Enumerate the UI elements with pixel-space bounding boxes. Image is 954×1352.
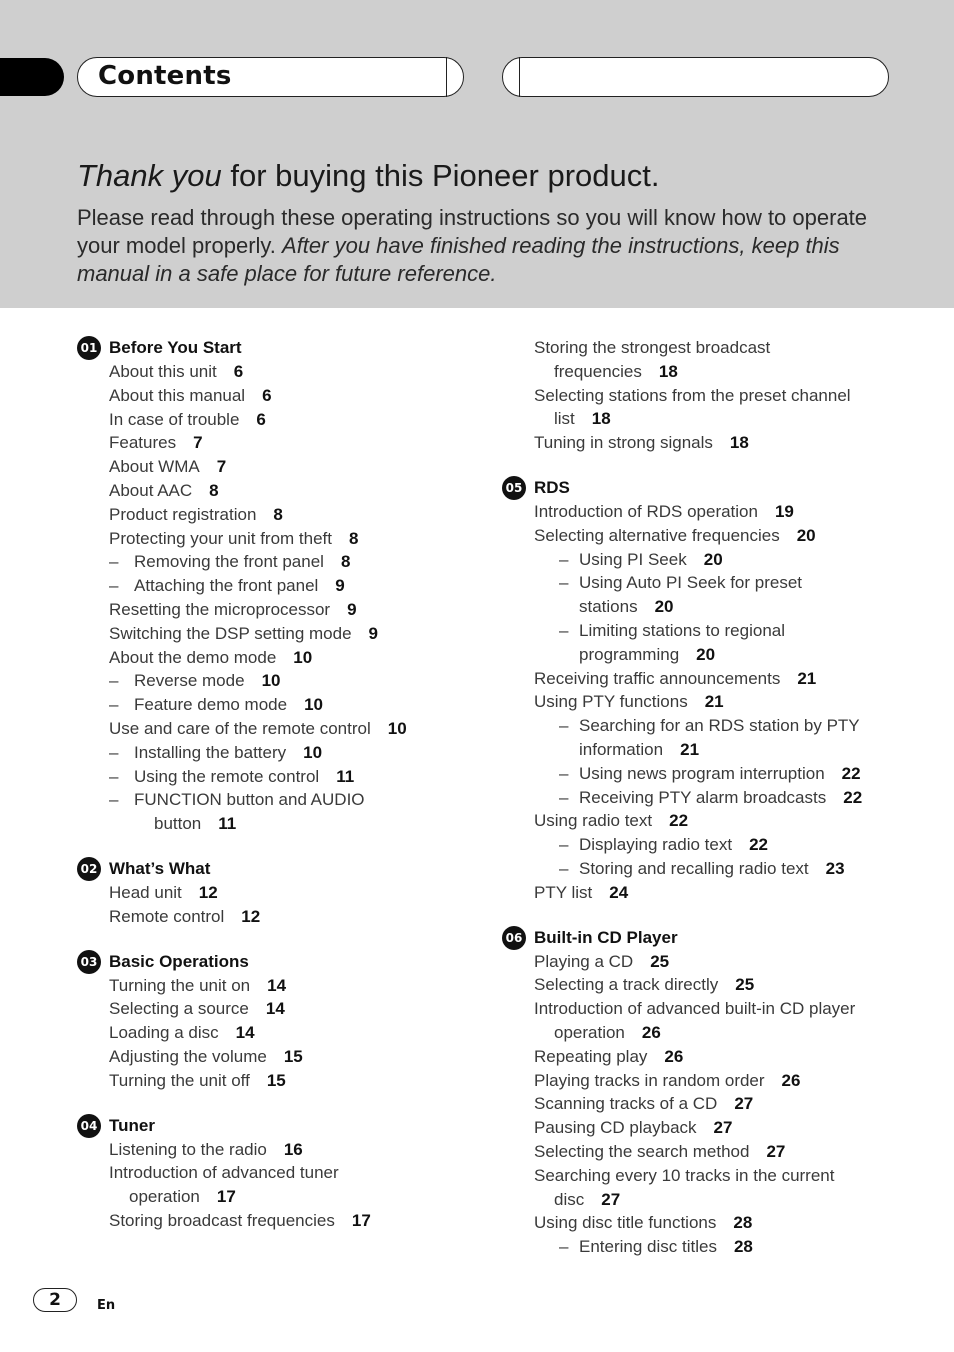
section-title[interactable]: Basic Operations xyxy=(109,951,249,971)
title-box-divider xyxy=(517,57,520,97)
toc-entry[interactable] xyxy=(502,524,922,548)
section-header xyxy=(502,476,922,500)
entry-title: Adjusting the volume xyxy=(109,1046,267,1066)
toc-entry[interactable] xyxy=(502,690,922,714)
toc-entry[interactable] xyxy=(502,1069,922,1093)
toc-entry[interactable] xyxy=(502,1092,922,1116)
entry-title: Using the remote control xyxy=(134,766,320,786)
entry-page: 9 xyxy=(335,576,345,596)
entry-title: Selecting the search method xyxy=(534,1141,750,1161)
toc-entry-continued[interactable] xyxy=(502,407,922,431)
toc-subentry[interactable] xyxy=(502,714,922,738)
entry-title: Receiving traffic announcements xyxy=(534,668,781,688)
entry-page: 17 xyxy=(351,1210,371,1230)
toc-entry[interactable] xyxy=(77,1209,477,1233)
toc-section-04-continued xyxy=(502,336,922,455)
entry-title: Attaching the front panel xyxy=(134,576,319,596)
entry-page: 14 xyxy=(267,975,287,995)
entry-title: Using Auto PI Seek for preset xyxy=(579,573,803,593)
entry-page: 28 xyxy=(733,1213,753,1233)
entry-page: 6 xyxy=(256,409,266,429)
toc-entry[interactable] xyxy=(502,997,922,1021)
entry-page: 6 xyxy=(233,362,244,381)
section-title[interactable]: RDS xyxy=(534,477,570,497)
entry-page: 10 xyxy=(304,695,324,715)
toc-entry[interactable] xyxy=(77,1069,477,1093)
toc-entry[interactable] xyxy=(77,717,477,741)
toc-subentry[interactable] xyxy=(502,762,922,786)
entry-title: Using radio text xyxy=(534,811,653,831)
entry-page: 22 xyxy=(841,763,861,783)
toc-entry-continued[interactable] xyxy=(502,1188,922,1212)
entry-title: operation xyxy=(129,1187,200,1207)
entry-title: Selecting a source xyxy=(109,999,249,1019)
entry-title: Searching for an RDS station by PTY xyxy=(579,716,860,736)
entry-page: 17 xyxy=(216,1187,236,1207)
entry-page: 26 xyxy=(781,1070,801,1090)
entry-title: Receiving PTY alarm broadcasts xyxy=(579,787,827,807)
entry-title: Storing the strongest broadcast xyxy=(534,338,771,357)
toc-entry[interactable] xyxy=(77,1138,477,1162)
toc-entry[interactable] xyxy=(77,1045,477,1069)
toc-entry[interactable] xyxy=(77,881,477,905)
entry-title: Installing the battery xyxy=(134,742,287,762)
toc-entry-continued[interactable] xyxy=(502,360,922,384)
entry-page: 28 xyxy=(733,1237,753,1257)
toc-entry[interactable] xyxy=(502,500,922,524)
entry-page: 24 xyxy=(609,882,629,902)
entry-title: Features xyxy=(109,433,177,453)
section-title[interactable]: What’s What xyxy=(109,858,211,878)
section-header xyxy=(77,1114,477,1138)
heading-rest: for buying this Pioneer product. xyxy=(221,158,660,193)
toc-entry-continued[interactable] xyxy=(77,1185,477,1209)
entry-page: 26 xyxy=(664,1046,684,1066)
toc-section-05 xyxy=(502,476,922,905)
entry-page: 10 xyxy=(303,742,323,762)
entry-title: Head unit xyxy=(109,882,182,902)
entry-page: 10 xyxy=(293,647,313,667)
section-number-badge: 04 xyxy=(77,1114,101,1138)
entry-page: 11 xyxy=(336,766,355,786)
entry-page: 21 xyxy=(704,692,724,712)
entry-page: 11 xyxy=(218,814,237,834)
entry-title: Reverse mode xyxy=(134,671,245,691)
section-number-badge: 05 xyxy=(502,476,526,500)
toc-subentry-continued[interactable] xyxy=(77,812,477,836)
toc-entry[interactable] xyxy=(77,503,477,527)
toc-entry-continued[interactable] xyxy=(502,1021,922,1045)
entry-page: 27 xyxy=(601,1189,621,1209)
toc-subentry[interactable] xyxy=(502,833,922,857)
entry-title: Tuning in strong signals xyxy=(534,433,713,453)
entry-title: list xyxy=(554,409,575,429)
contents-title-box xyxy=(77,57,464,97)
entry-page: 27 xyxy=(713,1118,733,1138)
toc-subentry[interactable] xyxy=(77,574,477,598)
entry-title: Resetting the microprocessor xyxy=(109,599,331,619)
entry-page: 15 xyxy=(283,1046,303,1066)
toc-entry[interactable] xyxy=(502,881,922,905)
entry-page: 12 xyxy=(241,906,261,926)
toc-entry[interactable] xyxy=(77,1021,477,1045)
intro-plain: Please read through these operating instructions so you will know how to operate your model properly. xyxy=(77,205,868,258)
entry-title: Product registration xyxy=(109,504,257,524)
entry-page: 18 xyxy=(729,433,749,453)
entry-page: 14 xyxy=(265,999,285,1019)
section-title[interactable]: Before You Start xyxy=(109,338,242,357)
entry-page: 14 xyxy=(235,1023,255,1043)
page-number: 2 xyxy=(33,1288,77,1312)
entry-title: Selecting a track directly xyxy=(534,975,719,995)
entry-title: Searching every 10 tracks in the current xyxy=(534,1165,835,1185)
entry-title: Introduction of RDS operation xyxy=(534,501,758,521)
entry-page: 10 xyxy=(387,718,407,738)
toc-subentry[interactable] xyxy=(502,619,922,643)
entry-title: In case of trouble xyxy=(109,409,240,429)
toc-entry[interactable] xyxy=(77,1161,477,1185)
entry-page: 9 xyxy=(347,599,357,619)
toc-subentry[interactable] xyxy=(77,669,477,693)
toc-subentry[interactable] xyxy=(77,765,477,789)
entry-title: Remote control xyxy=(109,906,225,926)
toc-subentry-continued[interactable] xyxy=(502,738,922,762)
section-header xyxy=(77,857,477,881)
section-number-badge: 02 xyxy=(77,857,101,881)
title-box-divider xyxy=(446,57,449,97)
entry-page: 22 xyxy=(749,835,768,855)
entry-title: FUNCTION button and AUDIO xyxy=(134,790,365,810)
toc-entry[interactable] xyxy=(77,408,477,432)
toc-entry[interactable] xyxy=(502,336,922,360)
toc-entry[interactable] xyxy=(502,809,922,833)
entry-title: Removing the front panel xyxy=(134,552,324,572)
section-title[interactable]: Tuner xyxy=(109,1115,155,1135)
entry-title: Entering disc titles xyxy=(579,1237,717,1257)
page-heading xyxy=(77,158,659,194)
toc-entry[interactable] xyxy=(502,1045,922,1069)
entry-page: 27 xyxy=(734,1094,754,1114)
entry-title: information xyxy=(579,739,664,759)
language-code: En xyxy=(97,1298,116,1313)
entry-page: 22 xyxy=(843,787,863,807)
toc-subentry-continued[interactable] xyxy=(502,595,922,619)
entry-page: 9 xyxy=(368,623,379,643)
entry-page: 18 xyxy=(658,361,678,381)
section-header xyxy=(502,926,922,950)
entry-page: 16 xyxy=(283,1139,303,1159)
entry-title: button xyxy=(154,814,202,834)
toc-section-01 xyxy=(77,336,477,836)
toc-left-column xyxy=(77,336,477,1254)
toc-section-04 xyxy=(77,1114,477,1233)
toc-right-column xyxy=(502,336,922,1280)
toc-entry[interactable] xyxy=(77,455,477,479)
toc-entry[interactable] xyxy=(502,1140,922,1164)
entry-page: 8 xyxy=(209,480,219,500)
entry-page: 26 xyxy=(641,1022,661,1042)
entry-title: PTY list xyxy=(534,882,593,902)
heading-italic: Thank you xyxy=(77,158,222,193)
entry-page: 27 xyxy=(766,1141,786,1161)
intro-italic: After you have finished reading the instructions, keep this manual in a safe place for future reference. xyxy=(77,233,840,286)
entry-title: Scanning tracks of a CD xyxy=(534,1094,718,1114)
section-header xyxy=(77,336,477,360)
entry-page: 8 xyxy=(340,552,351,572)
toc-entry[interactable] xyxy=(502,1164,922,1188)
section-number-badge: 06 xyxy=(502,926,526,950)
entry-title: Listening to the radio xyxy=(109,1139,267,1159)
toc-entry[interactable] xyxy=(77,905,477,929)
entry-title: Introduction of advanced built-in CD player xyxy=(534,999,856,1019)
entry-page: 18 xyxy=(591,409,611,429)
entry-title: Storing and recalling radio text xyxy=(579,858,809,878)
entry-title: Using news program interruption xyxy=(579,763,825,783)
entry-title: Playing a CD xyxy=(534,951,634,971)
section-tab-marker xyxy=(0,58,64,96)
entry-page: 8 xyxy=(273,504,283,524)
entry-page: 20 xyxy=(654,597,674,617)
entry-page: 20 xyxy=(796,525,816,545)
entry-title: Turning the unit off xyxy=(109,1070,250,1090)
toc-entry[interactable] xyxy=(77,360,477,384)
toc-entry[interactable] xyxy=(77,431,477,455)
entry-title: frequencies xyxy=(554,361,642,381)
toc-subentry[interactable] xyxy=(502,571,922,595)
toc-entry[interactable] xyxy=(502,1116,922,1140)
entry-title: About this unit xyxy=(109,362,217,381)
entry-title: About AAC xyxy=(109,480,193,500)
toc-subentry[interactable] xyxy=(77,550,477,574)
entry-title: Using PI Seek xyxy=(579,549,687,569)
entry-title: Using disc title functions xyxy=(534,1213,717,1233)
toc-entry[interactable] xyxy=(77,974,477,998)
entry-page: 8 xyxy=(349,528,359,548)
toc-subentry[interactable] xyxy=(502,857,922,881)
section-header xyxy=(77,950,477,974)
entry-title: Repeating play xyxy=(534,1046,648,1066)
entry-title: About WMA xyxy=(109,457,200,477)
entry-title: Using PTY functions xyxy=(534,692,688,712)
toc-entry[interactable] xyxy=(77,479,477,503)
entry-page: 6 xyxy=(262,385,272,405)
entry-page: 15 xyxy=(266,1070,286,1090)
toc-entry[interactable] xyxy=(77,622,477,646)
entry-title: Protecting your unit from theft xyxy=(109,528,332,548)
entry-page: 7 xyxy=(216,457,227,477)
entry-title: stations xyxy=(579,597,638,617)
toc-section-03 xyxy=(77,950,477,1093)
contents-title: Contents xyxy=(98,61,232,91)
entry-title: Displaying radio text xyxy=(579,835,733,855)
entry-title: Playing tracks in random order xyxy=(534,1070,765,1090)
empty-title-box xyxy=(502,57,889,97)
section-number-badge: 03 xyxy=(77,950,101,974)
entry-page: 19 xyxy=(774,501,794,521)
toc-entry[interactable] xyxy=(502,431,922,455)
toc-entry[interactable] xyxy=(77,646,477,670)
toc-entry[interactable] xyxy=(502,667,922,691)
toc-section-06 xyxy=(502,926,922,1259)
toc-entry[interactable] xyxy=(502,1211,922,1235)
entry-title: Selecting alternative frequencies xyxy=(534,525,780,545)
entry-page: 10 xyxy=(261,671,281,691)
toc-section-02 xyxy=(77,857,477,929)
toc-subentry[interactable] xyxy=(77,788,477,812)
entry-title: Storing broadcast frequencies xyxy=(109,1210,335,1230)
toc-subentry[interactable] xyxy=(77,693,477,717)
entry-title: About the demo mode xyxy=(109,647,277,667)
entry-title: operation xyxy=(554,1022,625,1042)
toc-entry[interactable] xyxy=(77,997,477,1021)
entry-title: Selecting stations from the preset channel xyxy=(534,385,851,405)
entry-title: Pausing CD playback xyxy=(534,1118,697,1138)
entry-page: 21 xyxy=(797,668,817,688)
entry-page: 25 xyxy=(735,975,755,995)
section-number-badge: 01 xyxy=(77,336,101,360)
entry-title: disc xyxy=(554,1189,585,1209)
toc-subentry[interactable] xyxy=(502,548,922,572)
entry-page: 25 xyxy=(650,951,670,971)
section-title[interactable]: Built-in CD Player xyxy=(534,927,678,947)
entry-page: 20 xyxy=(703,549,723,569)
entry-title: Introduction of advanced tuner xyxy=(109,1163,339,1183)
toc-entry[interactable] xyxy=(502,950,922,974)
entry-title: programming xyxy=(579,644,680,664)
entry-title: About this manual xyxy=(109,385,246,405)
toc-subentry[interactable] xyxy=(502,786,922,810)
entry-page: 7 xyxy=(193,433,203,453)
toc-entry[interactable] xyxy=(77,598,477,622)
entry-title: Use and care of the remote control xyxy=(109,718,371,738)
entry-title: Feature demo mode xyxy=(134,695,288,715)
intro-paragraph xyxy=(77,204,897,288)
toc-subentry[interactable] xyxy=(502,1235,922,1259)
entry-title: Limiting stations to regional xyxy=(579,620,786,640)
toc-subentry-continued[interactable] xyxy=(502,643,922,667)
entry-page: 20 xyxy=(696,644,716,664)
entry-title: Switching the DSP setting mode xyxy=(109,623,352,643)
entry-title: Loading a disc xyxy=(109,1023,219,1043)
toc-entry[interactable] xyxy=(77,384,477,408)
toc-entry[interactable] xyxy=(502,973,922,997)
entry-page: 21 xyxy=(680,739,700,759)
toc-entry[interactable] xyxy=(77,527,477,551)
toc-entry[interactable] xyxy=(502,384,922,408)
toc-subentry[interactable] xyxy=(77,741,477,765)
entry-page: 23 xyxy=(825,858,845,878)
entry-title: Turning the unit on xyxy=(109,975,251,995)
entry-page: 12 xyxy=(198,882,218,902)
entry-page: 22 xyxy=(669,811,689,831)
